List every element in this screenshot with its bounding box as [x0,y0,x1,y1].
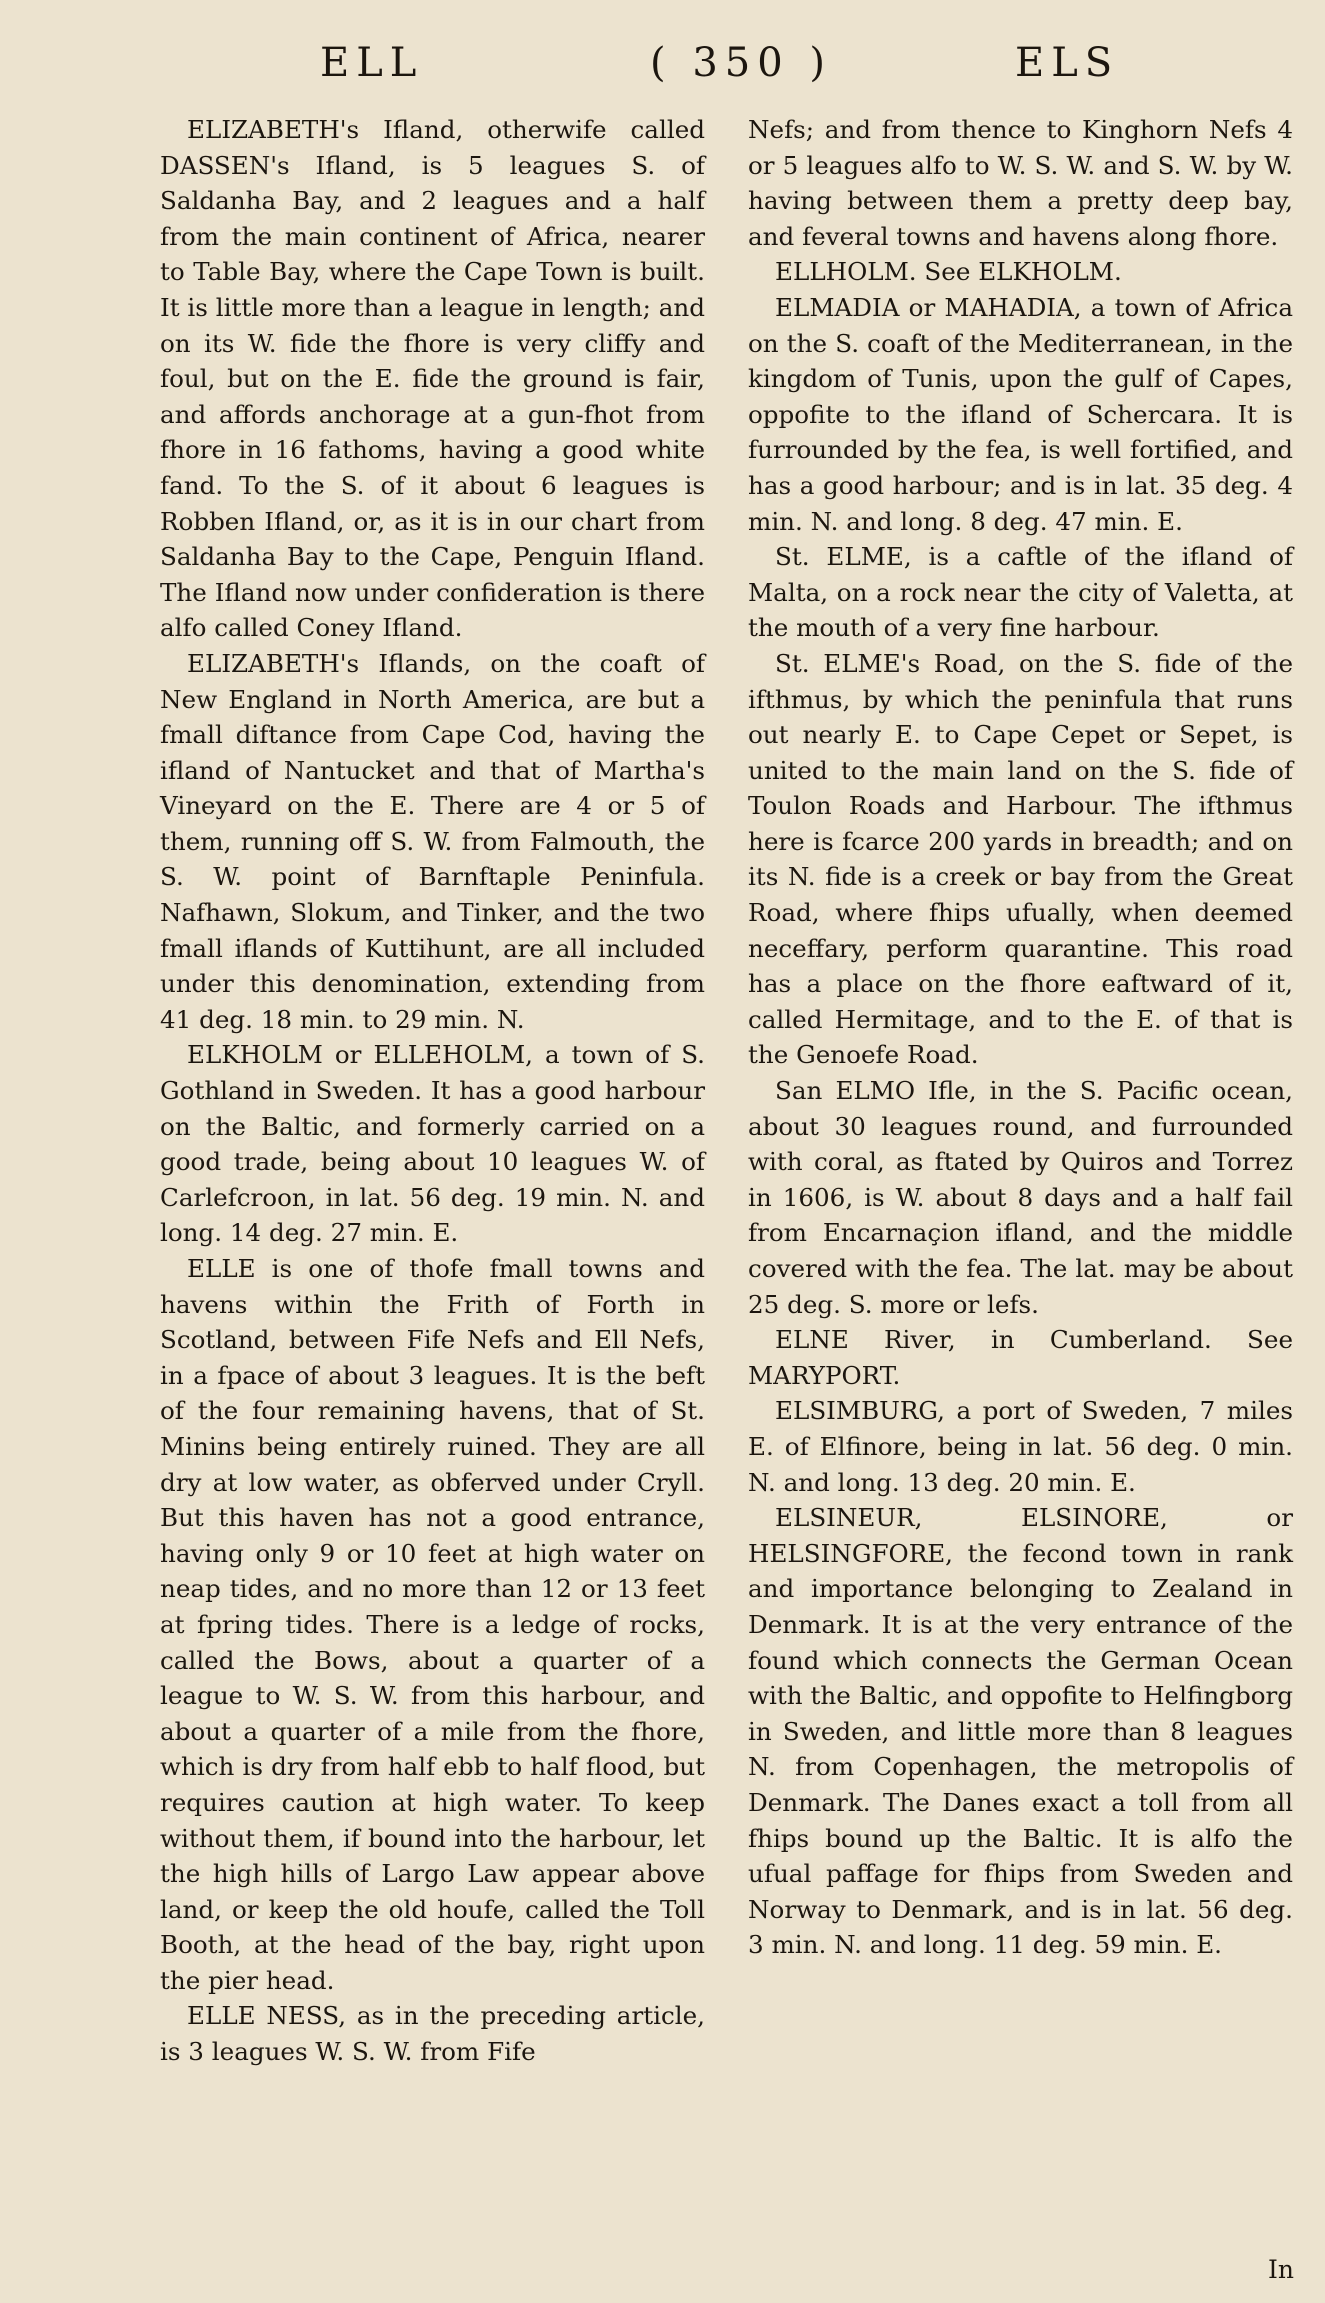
catchword: In [1268,2255,1294,2284]
entry-elmadia: ELMADIA or MAHADIA, a town of Africa on the S. coaft of the Mediterranean, in the kingdom of Tunis, upon the gulf of Capes, oppofite to the ifland of Schercara. It is furrounded by the fea, is well fortified, and has a good harbour; and is in lat. 35 deg. 4 min. N. and long. 8 deg. 47 min. E. [748,292,1293,536]
left-column [160,112,705,2070]
entry-continued: Nefs; and from thence to Kinghorn Nefs 4 or 5 leagues alfo to W. S. W. and S. W. by W. having between them a pretty deep bay, and feveral towns and havens along fhore. [748,115,1293,251]
entry-elkholm: ELKHOLM or ELLEHOLM, a town of S. Gothland in Sweden. It has a good harbour on the Baltic, and formerly carried on a good trade, being about 10 leagues W. of Carlefcroon, in lat. 56 deg. 19 min. N. and long. 14 deg. 27 min. E. [160,1040,705,1248]
running-header [0,40,1325,100]
page-number: ( 350 ) [650,40,832,86]
entry-elizabeths-island: ELIZABETH's Ifland, otherwife called DASSEN's Ifland, is 5 leagues S. of Saldanha Bay, and 2 leagues and a half from the main continent of Africa, nearer to Table Bay, where the Cape Town is built. It is little more than a league in length; and on its W. fide the fhore is very cliffy and foul, but on the E. fide the ground is fair, and affords anchorage at a gun-fhot from fhore in 16 fathoms, having a good white fand. To the S. of it about 6 leagues is Robben Ifland, or, as it is in our chart from Saldanha Bay to the Cape, Penguin Ifland. The Ifland now under confideration is there alfo called Coney Ifland. [160,115,705,643]
entry-elle: ELLE is one of thofe fmall towns and havens within the Frith of Forth in Scotland, between Fife Nefs and Ell Nefs, in a fpace of about 3 leagues. It is the beft of the four remaining havens, that of St. Minins being entirely ruined. They are all dry at low water, as obferved under Cryll. But this haven has not a good entrance, having only 9 or 10 feet at high water on neap tides, and no more than 12 or 13 feet at fpring tides. There is a ledge of rocks, called the Bows, about a quarter of a league to W. S. W. from this harbour, and about a quarter of a mile from the fhore, which is dry from half ebb to half flood, but requires caution at high water. To keep without them, if bound into the harbour, let the high hills of Largo Law appear above land, or keep the old houfe, called the Toll Booth, at the head of the bay, right upon the pier head. [160,1254,705,1995]
entry-elne-river: ELNE River, in Cumberland. See MARYPORT. [748,1325,1293,1390]
entry-st-elme: St. ELME, is a caftle of the ifland of Malta, on a rock near the city of Valetta, at the mouth of a very fine harbour. [748,542,1293,643]
entry-st-elmes-road: St. ELME's Road, on the S. fide of the ifthmus, by which the peninfula that runs out nearly E. to Cape Cepet or Sepet, is united to the main land on the S. fide of Toulon Roads and Harbour. The ifthmus here is fcarce 200 yards in breadth; and on its N. fide is a creek or bay from the Great Road, where fhips ufually, when deemed neceffary, perform quarantine. This road has a place on the fhore eaftward of it, called Hermitage, and to the E. of that is the Genoefe Road. [748,648,1293,1070]
entry-elsimburg: ELSIMBURG, a port of Sweden, 7 miles E. of Elfinore, being in lat. 56 deg. 0 min. N. and long. 13 deg. 20 min. E. [748,1396,1293,1497]
entry-ellholm: ELLHOLM. See ELKHOLM. [775,257,1122,287]
right-column [748,112,1293,1963]
header-left: ELL [320,40,424,86]
entry-elsineur: ELSINEUR, ELSINORE, or HELSINGFORE, the fecond town in rank and importance belonging to Zealand in Denmark. It is at the very entrance of the found which connects the German Ocean with the Baltic, and oppofite to Helfingborg in Sweden, and little more than 8 leagues N. from Copenhagen, the metropolis of Denmark. The Danes exact a toll from all fhips bound up the Baltic. It is alfo the ufual paffage for fhips from Sweden and Norway to Denmark, and is in lat. 56 deg. 3 min. N. and long. 11 deg. 59 min. E. [748,1503,1293,1960]
entry-san-elmo: San ELMO Ifle, in the S. Pacific ocean, about 30 leagues round, and furrounded with coral, as ftated by Quiros and Torrez in 1606, is W. about 8 days and a half fail from Encarnaçion ifland, and the middle covered with the fea. The lat. may be about 25 deg. S. more or lefs. [748,1076,1293,1319]
entry-elle-ness: ELLE NESS, as in the preceding article, is 3 leagues W. S. W. from Fife [160,2001,705,2067]
header-right: ELS [1015,40,1120,86]
entry-elizabeths-islands: ELIZABETH's Iflands, on the coaft of New England in North America, are but a fmall diftance from Cape Cod, having the ifland of Nantucket and that of Martha's Vineyard on the E. There are 4 or 5 of them, running off S. W. from Falmouth, the S. W. point of Barnftaple Peninfula. Nafhawn, Slokum, and Tinker, and the two fmall iflands of Kuttihunt, are all included under this denomination, extending from 41 deg. 18 min. to 29 min. N. [160,648,705,1034]
